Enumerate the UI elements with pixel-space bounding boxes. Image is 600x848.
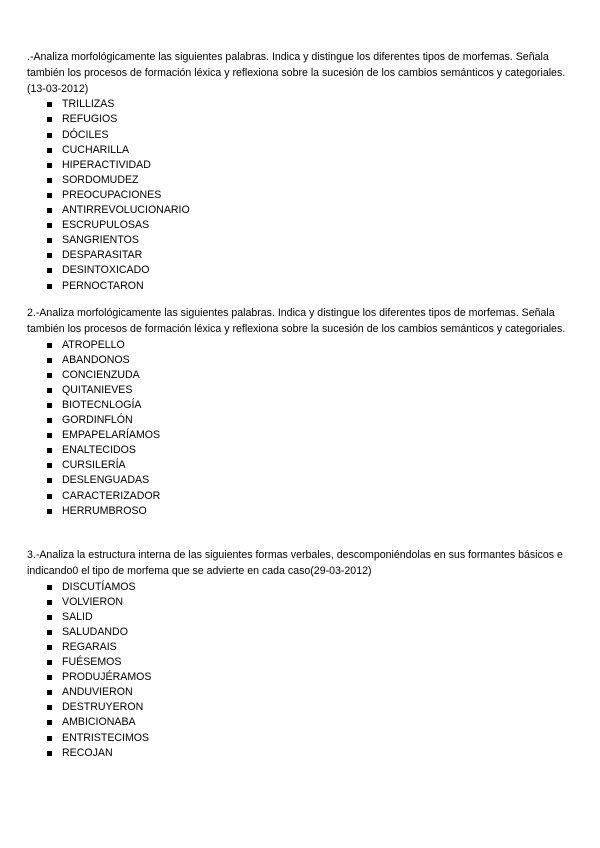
square-bullet-icon bbox=[47, 645, 52, 650]
list-item-text: PREOCUPACIONES bbox=[62, 188, 162, 201]
list-item bbox=[27, 112, 572, 127]
list-item-text: CUCHARILLA bbox=[62, 143, 130, 156]
list-item-text: SALID bbox=[62, 610, 93, 623]
list-item-text: FUÉSEMOS bbox=[62, 656, 122, 669]
list-item bbox=[27, 746, 572, 761]
square-bullet-icon bbox=[47, 268, 52, 273]
list-item bbox=[27, 670, 572, 685]
list-item-text: REFUGIOS bbox=[62, 113, 118, 126]
list-item bbox=[27, 279, 572, 294]
square-bullet-icon bbox=[47, 178, 52, 183]
square-bullet-icon bbox=[47, 433, 52, 438]
square-bullet-icon bbox=[47, 494, 52, 499]
list-item-text: ATROPELLO bbox=[62, 338, 125, 351]
list-item-text: VOLVIERON bbox=[62, 595, 124, 608]
list-item-text: CONCIENZUDA bbox=[62, 368, 140, 381]
exercise-prompt: .-Analiza morfológicamente las siguientes palabras. Indica y distingue los diferentes tipos de morfemas. Señala también los procesos de formación léxica y reflexiona sobre la sucesión de los cambios semánticos y categoriales. (13-03-2012) bbox=[27, 51, 566, 95]
list-item bbox=[27, 685, 572, 700]
square-bullet-icon bbox=[47, 600, 52, 605]
square-bullet-icon bbox=[47, 478, 52, 483]
square-bullet-icon bbox=[47, 388, 52, 393]
square-bullet-icon bbox=[47, 238, 52, 243]
word-list bbox=[27, 580, 572, 761]
list-item-text: DESPARASITAR bbox=[62, 249, 143, 262]
list-item bbox=[27, 158, 572, 173]
square-bullet-icon bbox=[47, 418, 52, 423]
list-item bbox=[27, 504, 572, 519]
list-item bbox=[27, 655, 572, 670]
word-list bbox=[27, 97, 572, 293]
square-bullet-icon bbox=[47, 343, 52, 348]
list-item-text: ABANDONOS bbox=[62, 353, 130, 366]
list-item bbox=[27, 173, 572, 188]
square-bullet-icon bbox=[47, 509, 52, 514]
list-item bbox=[27, 489, 572, 504]
square-bullet-icon bbox=[47, 403, 52, 408]
square-bullet-icon bbox=[47, 615, 52, 620]
list-item-text: ENTRISTECIMOS bbox=[62, 731, 150, 744]
exercise-prompt: 3.-Analiza la estructura interna de las siguientes formas verbales, descomponiéndolas en sus formantes básicos e indicando0 el tipo de morfema que se advierte en cada caso(29-03-2012) bbox=[27, 549, 563, 577]
list-item bbox=[27, 715, 572, 730]
list-item bbox=[27, 580, 572, 595]
exercise-3 bbox=[27, 548, 572, 761]
list-item bbox=[27, 338, 572, 353]
square-bullet-icon bbox=[47, 193, 52, 198]
list-item bbox=[27, 731, 572, 746]
square-bullet-icon bbox=[47, 630, 52, 635]
list-item bbox=[27, 398, 572, 413]
square-bullet-icon bbox=[47, 448, 52, 453]
list-item bbox=[27, 353, 572, 368]
list-item-text: RECOJAN bbox=[62, 746, 113, 759]
list-item bbox=[27, 413, 572, 428]
list-item bbox=[27, 625, 572, 640]
list-item-text: ESCRUPULOSAS bbox=[62, 219, 150, 232]
list-item-text: AMBICIONABA bbox=[62, 716, 136, 729]
square-bullet-icon bbox=[47, 253, 52, 258]
square-bullet-icon bbox=[47, 148, 52, 153]
list-item-text: TRILLIZAS bbox=[62, 98, 115, 111]
square-bullet-icon bbox=[47, 358, 52, 363]
list-item bbox=[27, 97, 572, 112]
list-item-text: DESTRUYERON bbox=[62, 701, 144, 714]
list-item-text: PRODUJÉRAMOS bbox=[62, 671, 152, 684]
list-item-text: HERRUMBROSO bbox=[62, 504, 147, 517]
word-list bbox=[27, 338, 572, 519]
square-bullet-icon bbox=[47, 720, 52, 725]
list-item-text: REGARAIS bbox=[62, 640, 117, 653]
list-item bbox=[27, 428, 572, 443]
list-item-text: PERNOCTARON bbox=[62, 279, 144, 292]
list-item-text: HIPERACTIVIDAD bbox=[62, 158, 151, 171]
square-bullet-icon bbox=[47, 690, 52, 695]
list-item-text: GORDINFLÓN bbox=[62, 414, 133, 427]
square-bullet-icon bbox=[47, 463, 52, 468]
square-bullet-icon bbox=[47, 284, 52, 289]
square-bullet-icon bbox=[47, 117, 52, 122]
list-item bbox=[27, 610, 572, 625]
square-bullet-icon bbox=[47, 751, 52, 756]
list-item-text: ANTIRREVOLUCIONARIO bbox=[62, 204, 190, 217]
list-item bbox=[27, 233, 572, 248]
square-bullet-icon bbox=[47, 373, 52, 378]
list-item-text: DESLENGUADAS bbox=[62, 474, 150, 487]
square-bullet-icon bbox=[47, 660, 52, 665]
square-bullet-icon bbox=[47, 208, 52, 213]
list-item bbox=[27, 700, 572, 715]
list-item-text: ENALTECIDOS bbox=[62, 444, 136, 457]
list-item bbox=[27, 473, 572, 488]
list-item bbox=[27, 368, 572, 383]
list-item-text: DÓCILES bbox=[62, 128, 109, 141]
square-bullet-icon bbox=[47, 133, 52, 138]
list-item bbox=[27, 383, 572, 398]
list-item-text: DESINTOXICADO bbox=[62, 264, 150, 277]
list-item-text: SANGRIENTOS bbox=[62, 234, 139, 247]
list-item-text: ANDUVIERON bbox=[62, 686, 133, 699]
square-bullet-icon bbox=[47, 675, 52, 680]
exercise-2 bbox=[27, 306, 572, 519]
list-item bbox=[27, 443, 572, 458]
square-bullet-icon bbox=[47, 705, 52, 710]
list-item-text: SORDOMUDEZ bbox=[62, 173, 139, 186]
list-item bbox=[27, 263, 572, 278]
exercise-1 bbox=[27, 50, 572, 294]
list-item bbox=[27, 458, 572, 473]
list-item bbox=[27, 595, 572, 610]
list-item bbox=[27, 203, 572, 218]
list-item-text: CARACTERIZADOR bbox=[62, 489, 161, 502]
square-bullet-icon bbox=[47, 223, 52, 228]
list-item-text: CURSILERÍA bbox=[62, 459, 126, 472]
list-item bbox=[27, 143, 572, 158]
list-item bbox=[27, 218, 572, 233]
list-item-text: EMPAPELARÍAMOS bbox=[62, 429, 161, 442]
square-bullet-icon bbox=[47, 585, 52, 590]
list-item-text: SALUDANDO bbox=[62, 625, 128, 638]
list-item-text: DISCUTÍAMOS bbox=[62, 580, 136, 593]
list-item bbox=[27, 188, 572, 203]
square-bullet-icon bbox=[47, 736, 52, 741]
list-item bbox=[27, 248, 572, 263]
square-bullet-icon bbox=[47, 102, 52, 107]
list-item bbox=[27, 640, 572, 655]
square-bullet-icon bbox=[47, 163, 52, 168]
list-item-text: QUITANIEVES bbox=[62, 383, 133, 396]
exercise-prompt: 2.-Analiza morfológicamente las siguientes palabras. Indica y distingue los diferentes tipos de morfemas. Señala también los procesos de formación léxica y reflexiona sobre la sucesión de los cambios semánticos y categoriales. bbox=[27, 307, 566, 335]
list-item bbox=[27, 128, 572, 143]
list-item-text: BIOTECNLOGÍA bbox=[62, 398, 142, 411]
